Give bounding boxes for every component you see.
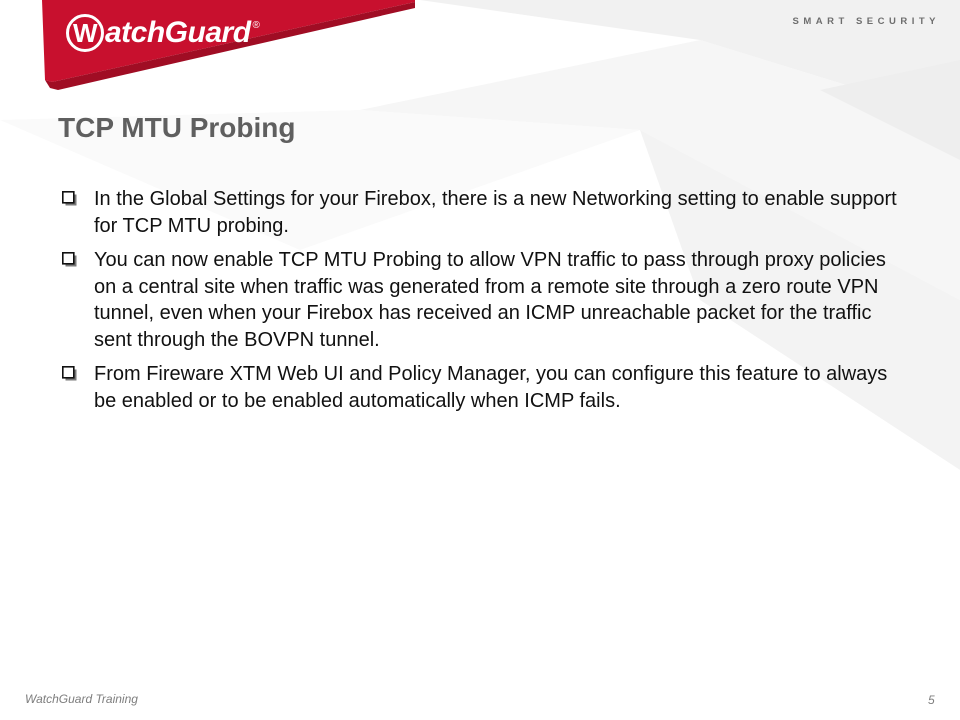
bullet-text: You can now enable TCP MTU Probing to allow VPN traffic to pass through proxy policies on a central site when traffic was generated from a remote site through a zero route VPN tunnel, even when your Firebox has received an ICMP unreachable packet for the traffic sent through the BOVPN tunnel. [94,249,886,351]
bullet-text: From Fireware XTM Web UI and Policy Manager, you can configure this feature to always be enabled or to be enabled automatically when ICMP fails. [94,363,888,412]
bullet-item [60,247,910,353]
checkbox-square-icon [62,366,77,381]
bullet-item [60,361,910,414]
bullet-text: In the Global Settings for your Firebox, there is a new Networking setting to enable support for TCP MTU probing. [94,188,897,237]
slide-title: TCP MTU Probing [58,112,296,143]
watchguard-logo[interactable] [66,14,259,52]
page-number: 5 [928,693,935,707]
logo-wordmark: atchGuard [105,16,251,49]
checkbox-square-icon [62,252,77,267]
checkbox-square-icon [62,191,77,206]
bullet-list [60,186,910,422]
footer-label: WatchGuard Training [25,692,138,706]
logo-w-circle-icon: W [66,14,104,52]
tagline: SMART SECURITY [792,16,940,27]
bullet-item [60,186,910,239]
registered-mark-icon: ® [252,19,260,31]
